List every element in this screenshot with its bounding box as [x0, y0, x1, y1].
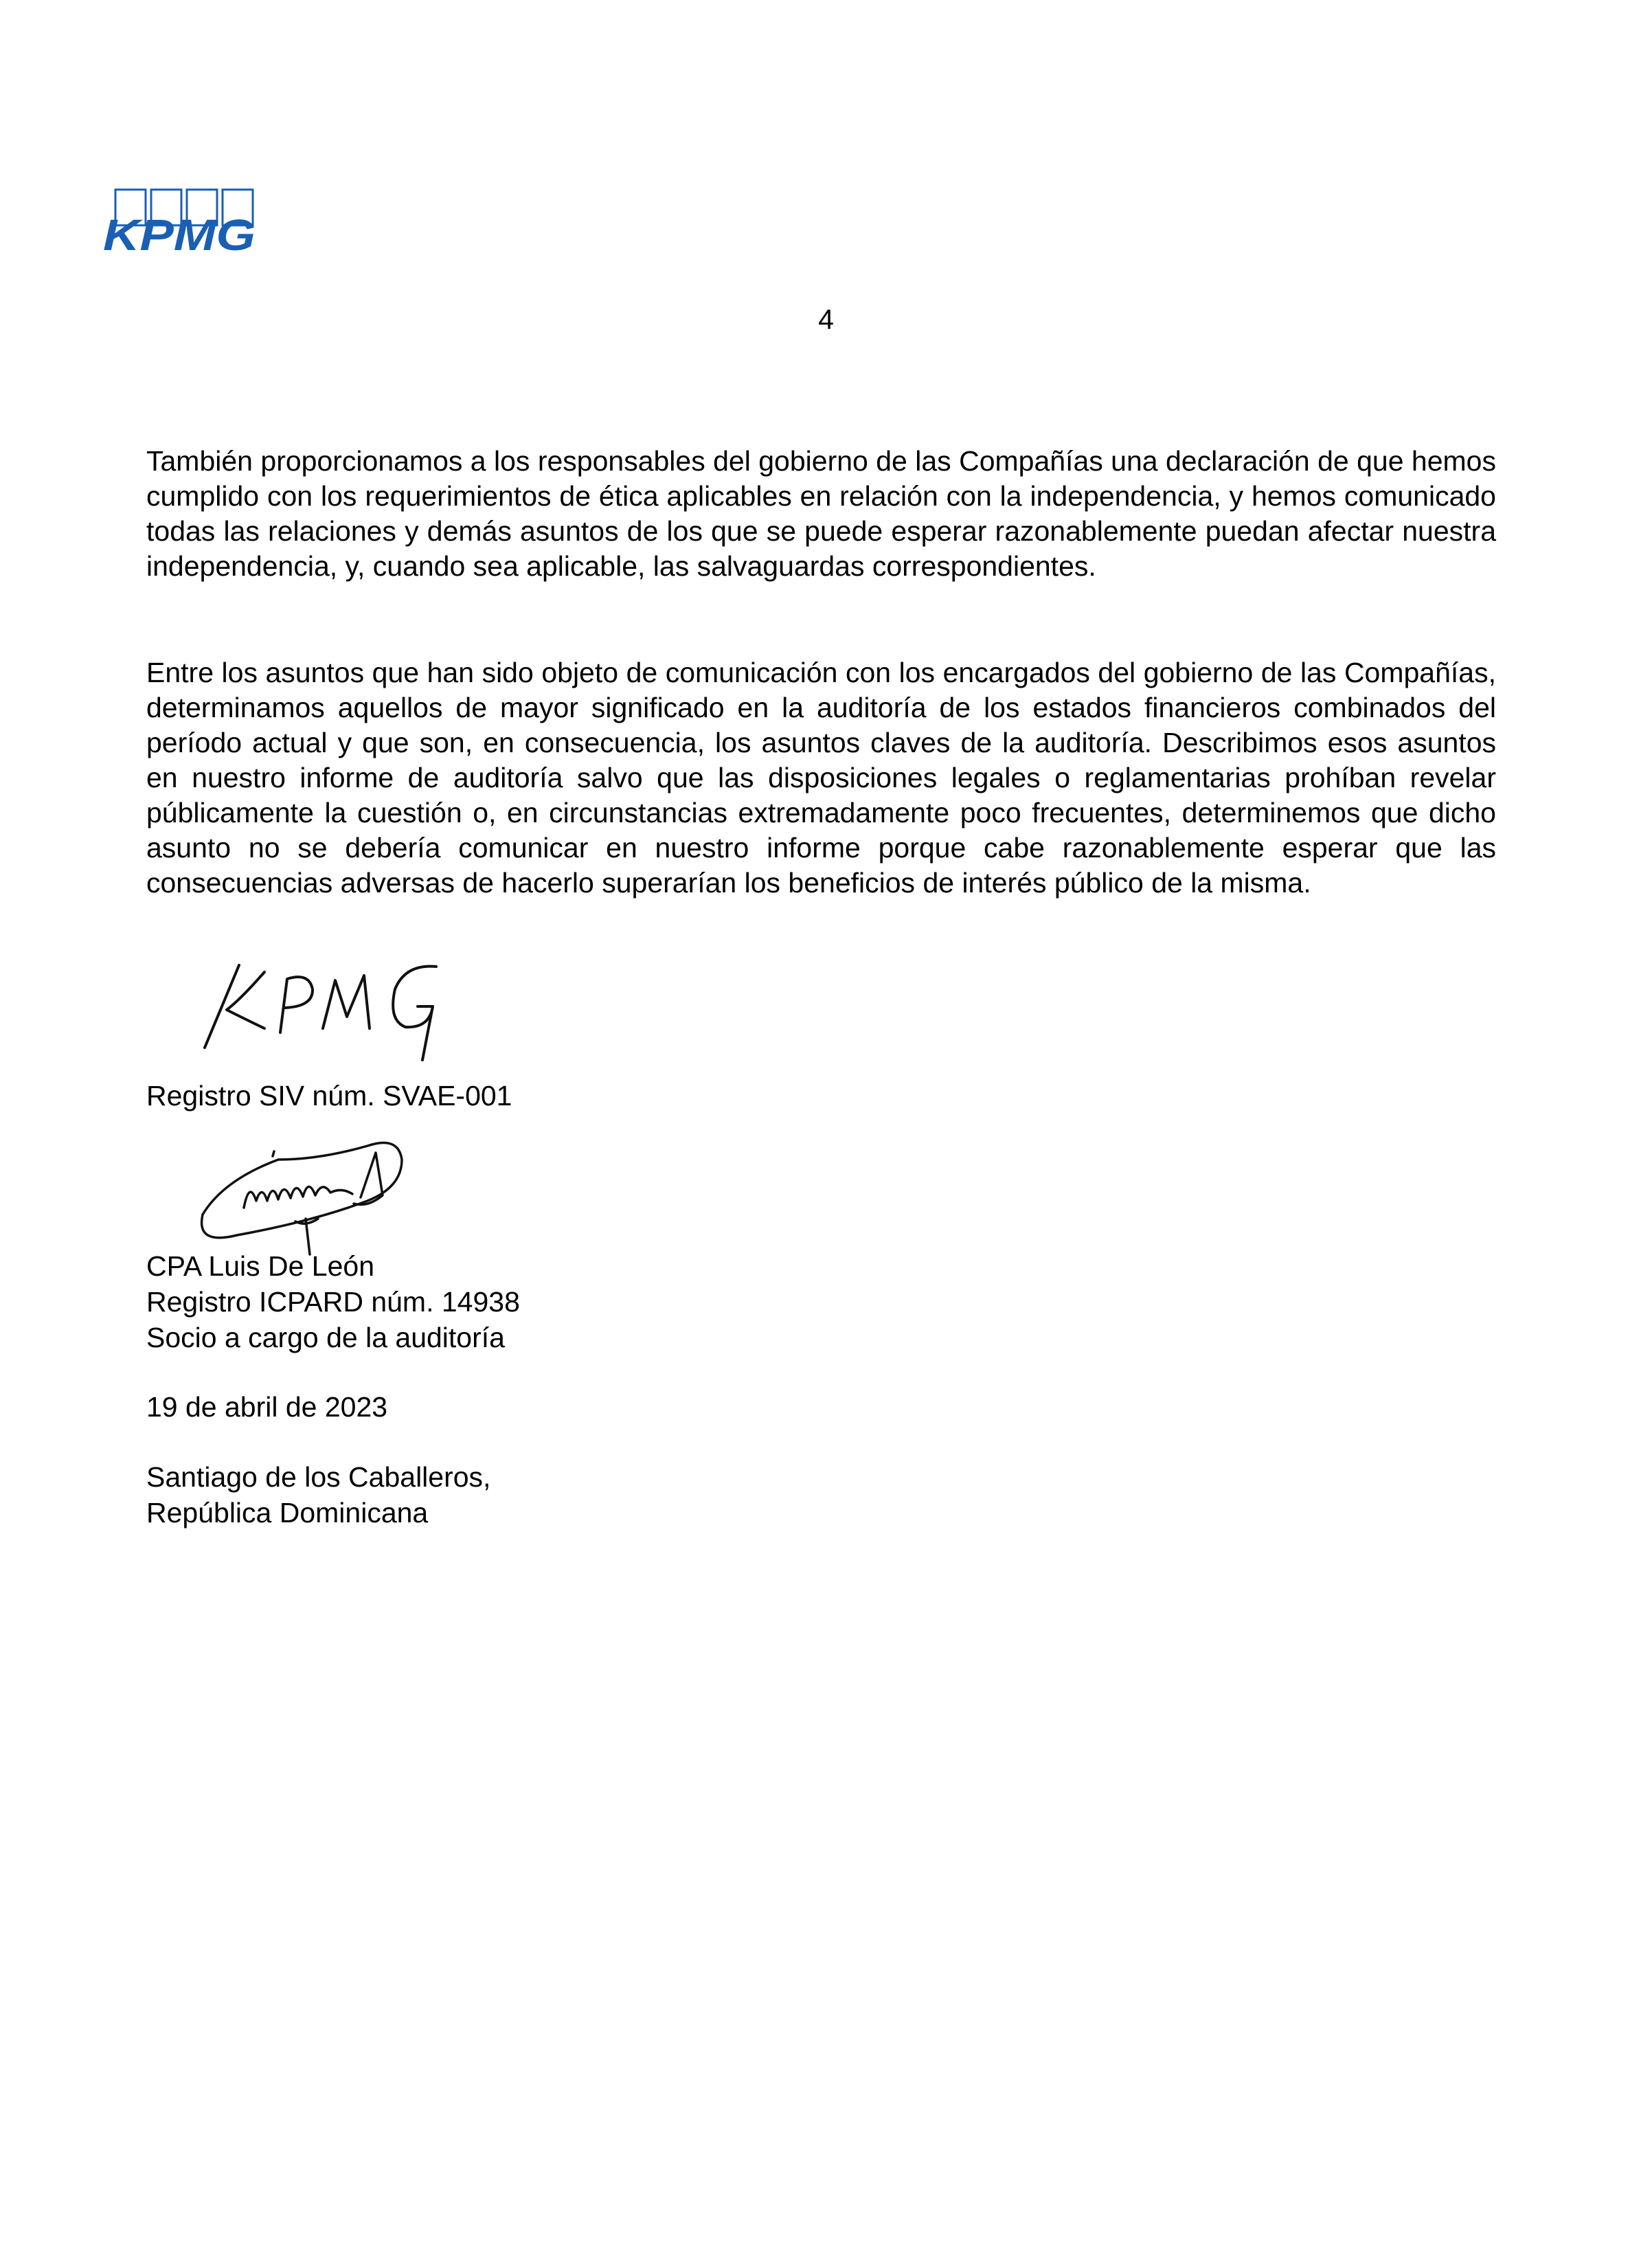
paragraph-key-audit-matters: Entre los asuntos que han sido objeto de comunicación con los encargados del gobierno de las Compañías, determinamos aquellos de mayor significado en la auditoría de los estados financieros combinados del período actual y que son, en consecuencia, los asuntos claves de la auditoría. Describimos esos asuntos en nuestro informe de auditoría salvo que las disposiciones legales o reglamentarias prohíban revelar públicamente la cuestión o, en circunstancias extremadamente poco frecuentes, determinemos que dicho asunto no se debería comunicar en nuestro informe porque cabe razonablemente esperar que las consecuencias adversas de hacerlo superarían los beneficios de interés público de la misma. — [146, 657, 1496, 899]
paragraph-independence: También proporcionamos a los responsables del gobierno de las Compañías una declaración de que hemos cumplido con los requerimientos de ética aplicables en relación con la independencia, y hemos comunicado todas las relaciones y demás asuntos de los que se puede esperar razonablemente puedan afectar nuestra independencia, y, cuando sea aplicable, las salvaguardas correspondientes. — [146, 445, 1496, 582]
page-number: 4 — [818, 304, 834, 335]
partner-name: CPA Luis De León — [146, 1250, 375, 1282]
partner-handwritten-signature — [196, 1132, 416, 1259]
kpmg-logo — [103, 187, 261, 256]
report-country: República Dominicana — [146, 1497, 429, 1529]
firm-registration: Registro SIV núm. SVAE-001 — [146, 1080, 512, 1112]
partner-role: Socio a cargo de la auditoría — [146, 1322, 505, 1353]
report-city: Santiago de los Caballeros, — [146, 1461, 491, 1493]
report-date: 19 de abril de 2023 — [146, 1391, 388, 1423]
kpmg-handwritten-signature — [199, 951, 471, 1065]
partner-registration: Registro ICPARD núm. 14938 — [146, 1286, 520, 1318]
logo-wordmark: KPMG — [103, 210, 256, 256]
